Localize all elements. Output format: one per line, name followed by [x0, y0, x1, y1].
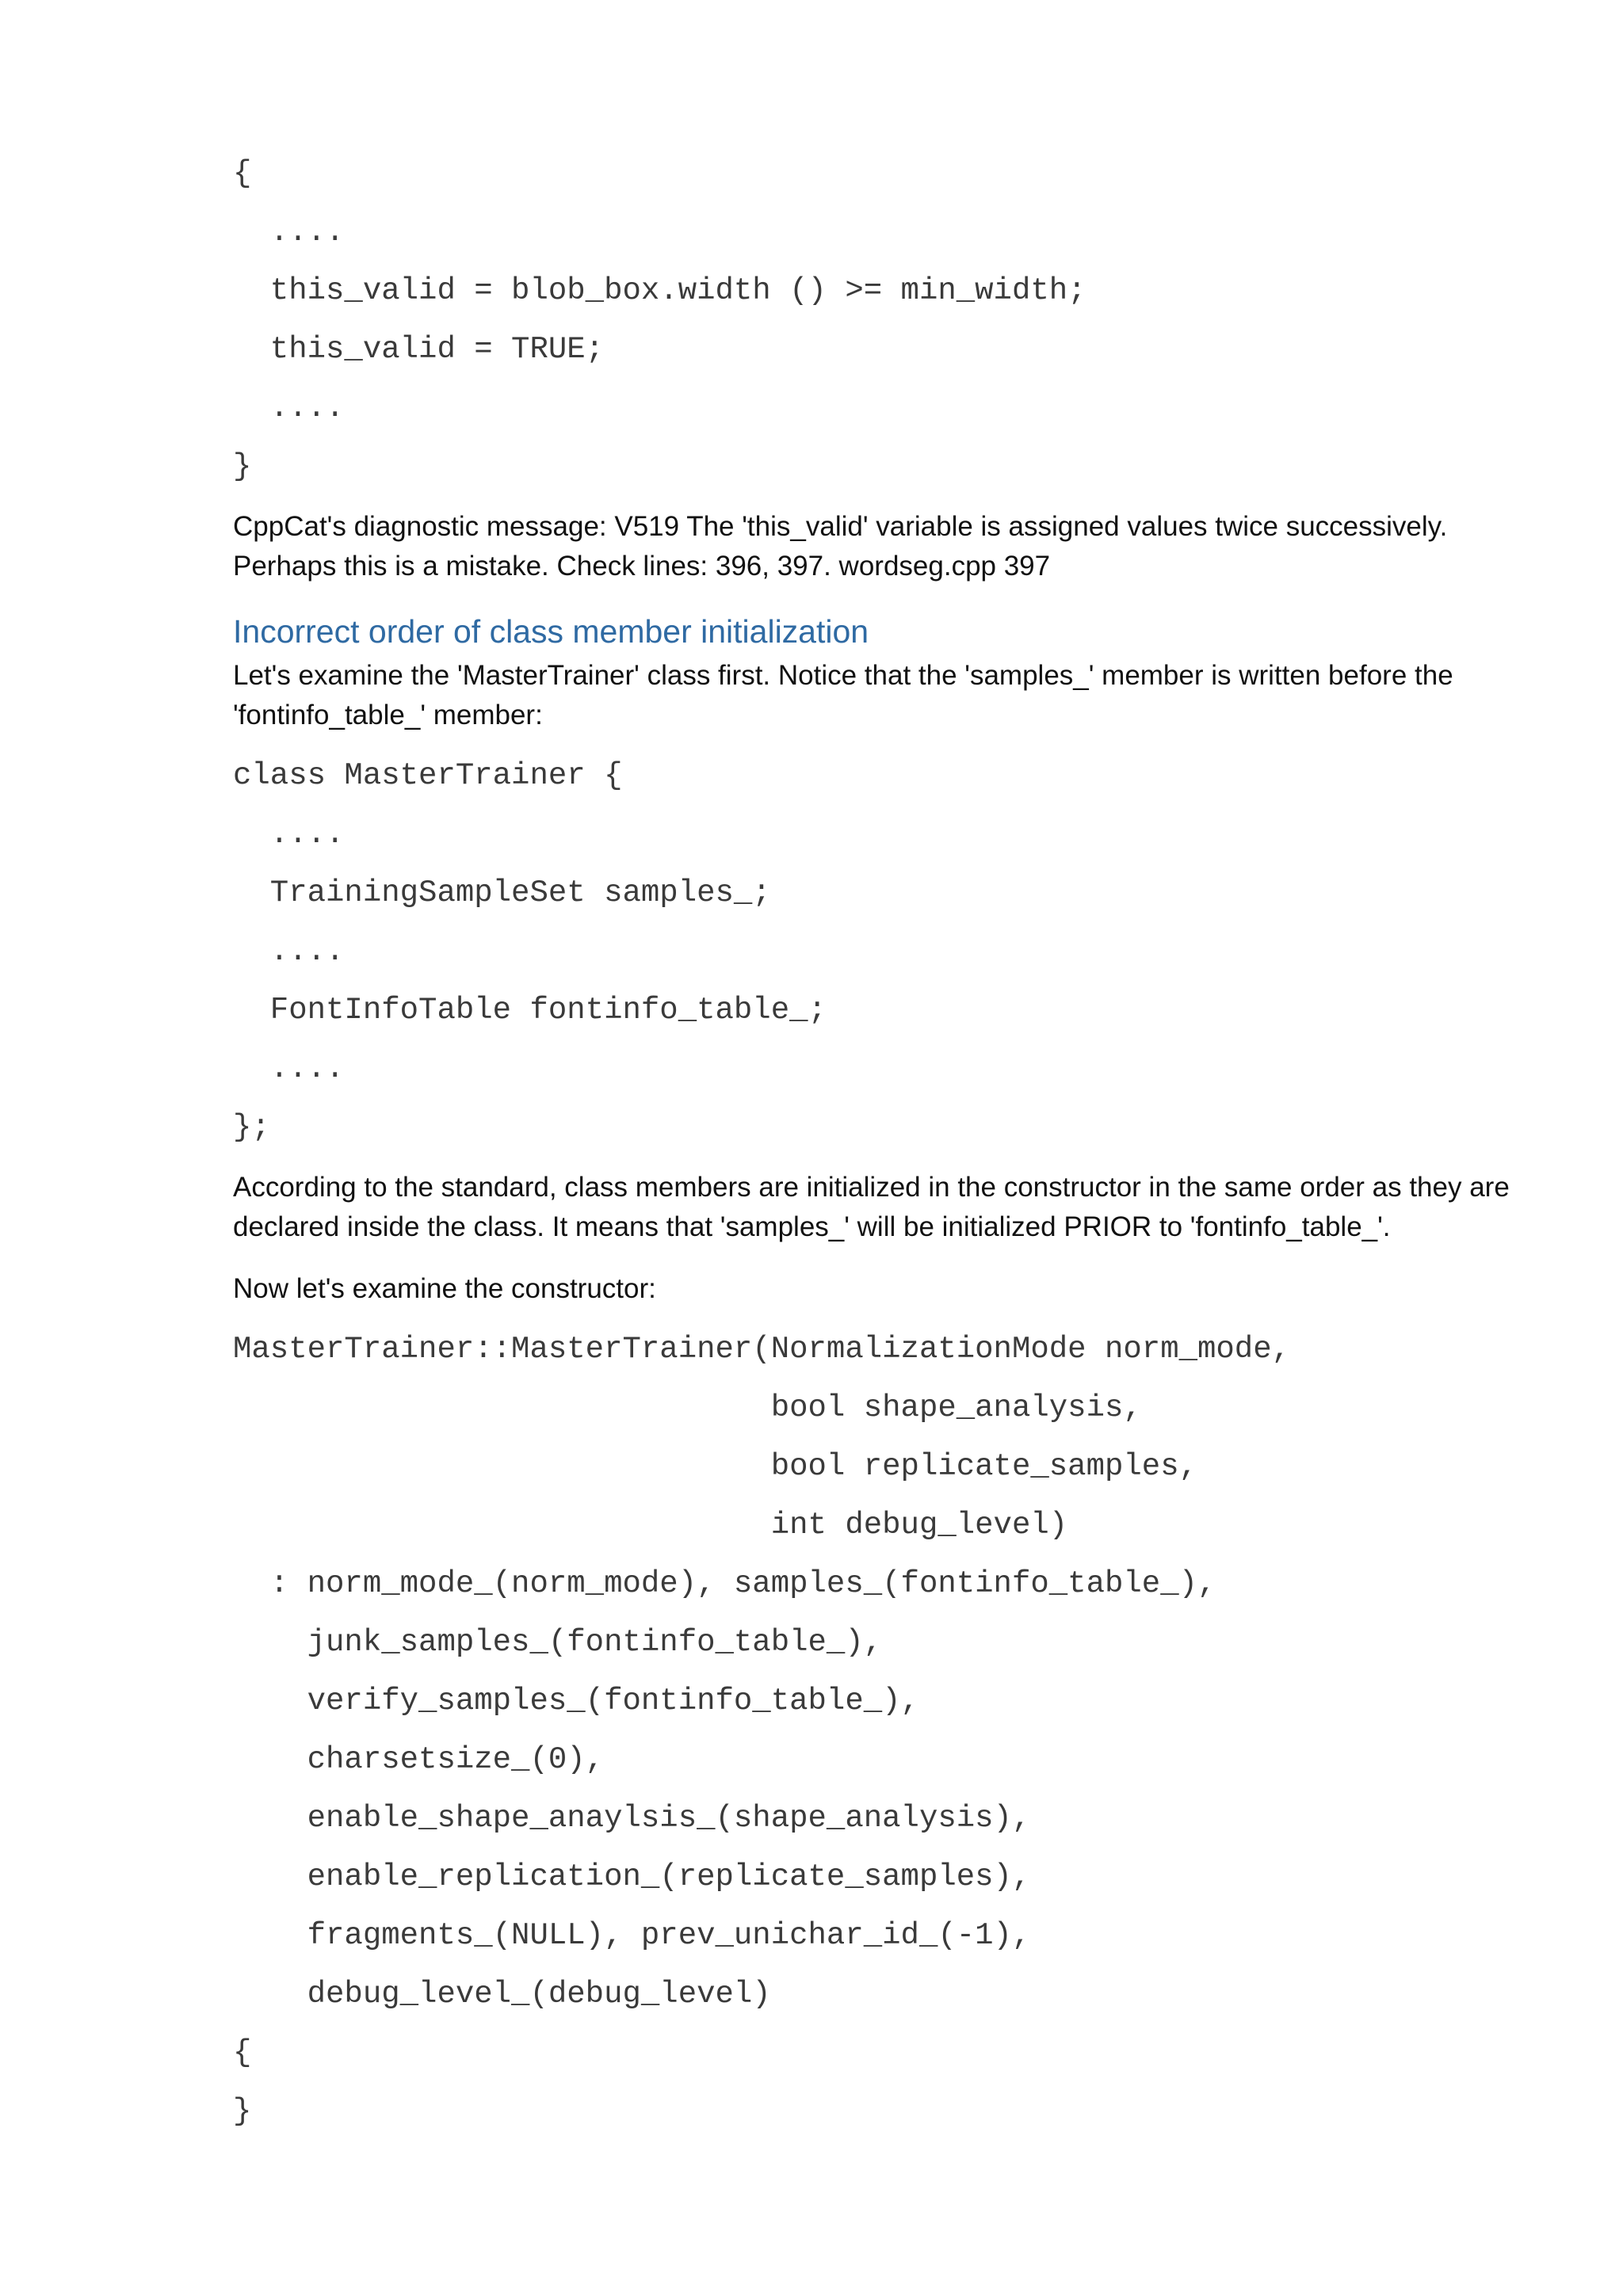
- diagnostic-line: Perhaps this is a mistake. Check lines: 396, 397. wordseg.cpp 397: [233, 551, 1051, 582]
- code-line: fragments_(NULL), prev_unichar_id_(-1),: [233, 1918, 1031, 1953]
- code-line: };: [233, 1110, 270, 1145]
- code-line: this_valid = TRUE;: [233, 332, 605, 367]
- code-line: ....: [233, 817, 345, 852]
- code-line: MasterTrainer::MasterTrainer(NormalizationMode norm_mode,: [233, 1332, 1291, 1367]
- standard-line: declared inside the class. It means that 'samples_' will be initialized PRIOR to 'fontinfo_table_'.: [233, 1211, 1391, 1242]
- code-line: this_valid = blob_box.width () >= min_width;: [233, 273, 1086, 308]
- code-line: enable_shape_anaylsis_(shape_analysis),: [233, 1801, 1031, 1836]
- code-line: class MasterTrainer {: [233, 758, 623, 793]
- code-line: {: [233, 2035, 252, 2070]
- diagnostic-line: CppCat's diagnostic message: V519 The 'this_valid' variable is assigned values twice successively.: [233, 511, 1448, 542]
- code-line: ....: [233, 1051, 345, 1086]
- standard-line: According to the standard, class members are initialized in the constructor in the same order as they are: [233, 1172, 1510, 1203]
- code-line: }: [233, 2094, 252, 2129]
- code-line: }: [233, 449, 252, 484]
- intro-line: 'fontinfo_table_' member:: [233, 700, 543, 730]
- section-heading: Incorrect order of class member initialization: [233, 613, 869, 650]
- code-line: : norm_mode_(norm_mode), samples_(fontinfo_table_),: [233, 1566, 1216, 1601]
- diagnostic-message: [233, 507, 1549, 586]
- code-line: {: [233, 156, 252, 191]
- standard-paragraph: [233, 1168, 1549, 1247]
- intro-line: Let's examine the 'MasterTrainer' class first. Notice that the 'samples_' member is written before the: [233, 660, 1453, 691]
- intro-paragraph: [233, 656, 1549, 735]
- code-line: FontInfoTable fontinfo_table_;: [233, 993, 827, 1028]
- code-line: ....: [233, 391, 345, 425]
- code-line: TrainingSampleSet samples_;: [233, 875, 771, 910]
- code-line: enable_replication_(replicate_samples),: [233, 1859, 1031, 1894]
- code-line: ....: [233, 215, 345, 250]
- code-line: charsetsize_(0),: [233, 1742, 605, 1777]
- code-line: debug_level_(debug_level): [233, 1977, 771, 2012]
- code-line: verify_samples_(fontinfo_table_),: [233, 1684, 919, 1718]
- code-line: ....: [233, 934, 345, 969]
- code-line: junk_samples_(fontinfo_table_),: [233, 1625, 883, 1660]
- constructor-intro: Now let's examine the constructor:: [233, 1273, 656, 1304]
- code-line: bool shape_analysis,: [233, 1390, 1142, 1425]
- code-line: bool replicate_samples,: [233, 1449, 1197, 1484]
- code-line: int debug_level): [233, 1508, 1068, 1543]
